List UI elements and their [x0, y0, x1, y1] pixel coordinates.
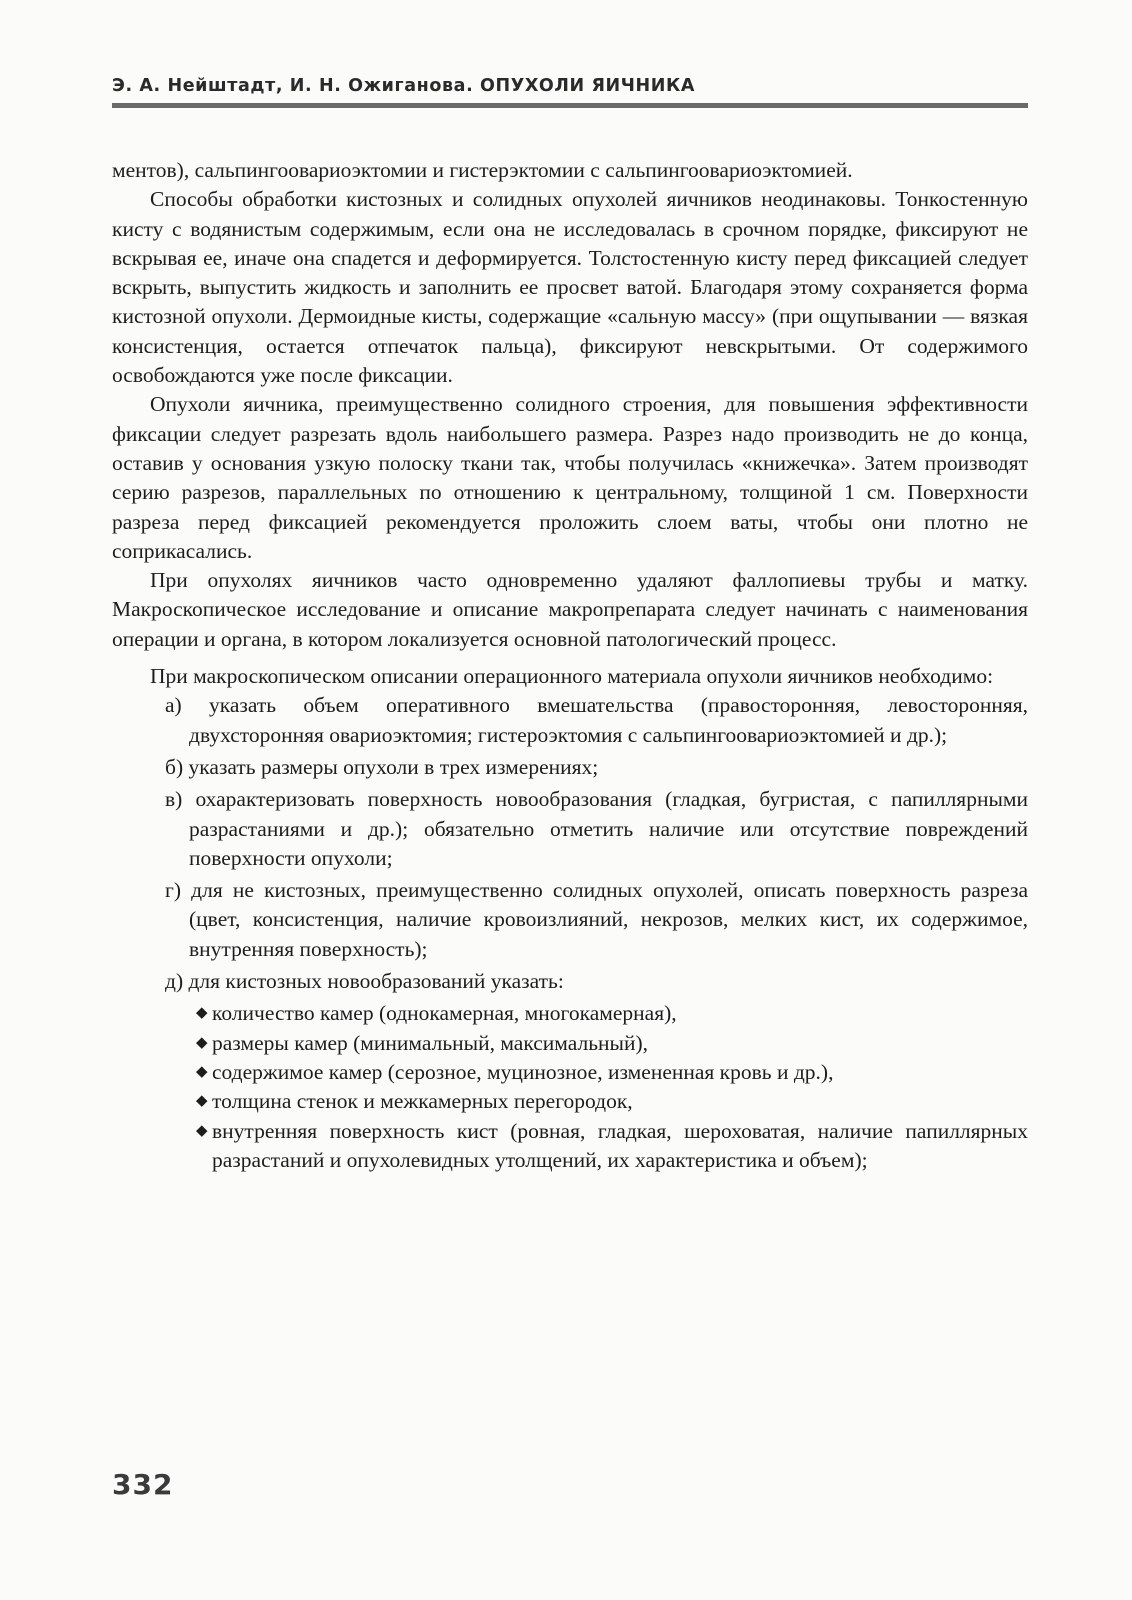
- list-item: [128, 876, 1028, 964]
- list-item-label: г): [165, 878, 181, 903]
- bullet-icon: ◆: [196, 1122, 208, 1139]
- running-header: Э. А. Нейштадт, И. Н. Ожиганова. ОПУХОЛИ ЯИЧНИКА: [112, 76, 696, 96]
- bullet-item: [112, 1117, 1028, 1176]
- bullet-icon: ◆: [196, 1093, 208, 1110]
- list-item: [128, 967, 1028, 996]
- paragraph-continuation: ментов), сальпингоовариоэктомии и гистерэктомии с сальпингоовариоэктомией.: [112, 158, 853, 182]
- bullet-text: количество камер (однокамерная, многокамерная),: [212, 1001, 677, 1026]
- list-item-text: указать размеры опухоли в трех измерениях;: [188, 754, 599, 779]
- paragraph-solid-tumors: Опухоли яичника, преимущественно солидного строения, для повышения эффективности фиксации следует разрезать вдоль наибольшего размера. Разрез надо производить не до конца, оставив у основания узкую полоску ткани так, чтобы получилась «книжечка». Затем производят серию разрезов, параллельных по отношению к центральному, толщиной 1 см. Поверхности разреза перед фиксацией рекомендуется проложить слоем ваты, чтобы они плотно не соприкасались.: [112, 392, 1028, 563]
- page-body: [112, 156, 1028, 1175]
- list-item: [128, 691, 1028, 750]
- paragraph-removal: При опухолях яичников часто одновременно удаляют фаллопиевы трубы и матку. Макроскопическое исследование и описание макропрепарата следует начинать с наименования операции и органа, в котором локализуется основной патологический процесс.: [112, 568, 1028, 651]
- book-page: [112, 0, 1028, 1600]
- paragraph-cyst-processing: Способы обработки кистозных и солидных опухолей яичников неодинаковы. Тонкостенную кисту с водянистым содержимым, если она не исследовалась в срочном порядке, фиксируют не вскрывая ее, иначе она спадется и деформируется. Толстостенную кисту перед фиксацией следует вскрыть, выпустить жидкость и заполнить ее просвет ватой. Благодаря этому сохраняется форма кистозной опухоли. Дермоидные кисты, содержащие «сальную массу» (при ощупывании — вязкая консистенция, остается отпечаток пальца), фиксируют невскрытыми. От содержимого освобождаются уже после фиксации.: [112, 187, 1028, 388]
- list-item-label: в): [165, 787, 183, 812]
- bullet-text: содержимое камер (серозное, муцинозное, измененная кровь и др.),: [212, 1059, 834, 1084]
- bullet-text: размеры камер (минимальный, максимальный),: [212, 1030, 649, 1055]
- bullet-icon: ◆: [196, 1063, 208, 1080]
- bullet-item: [112, 1058, 1028, 1087]
- list-item-label: б): [165, 754, 184, 779]
- bullet-text: внутренняя поверхность кист (ровная, гладкая, шероховатая, наличие папиллярных разрастаний и опухолевидных утолщений, их характеристика и объем);: [212, 1118, 1028, 1172]
- cystic-bullet-list: [112, 999, 1028, 1175]
- list-item-text: для кистозных новообразований указать:: [188, 969, 564, 994]
- list-item-text: указать объем оперативного вмешательства (правосторонняя, левосторонняя, двухсторонняя овариоэктомия; гистероэктомия с сальпингоовариоэктомией и др.);: [189, 693, 1029, 747]
- description-list: [112, 691, 1028, 996]
- list-item: [128, 753, 1028, 782]
- bullet-item: [112, 1029, 1028, 1058]
- list-item-label: а): [165, 693, 182, 718]
- bullet-item: [112, 1087, 1028, 1116]
- bullet-text: толщина стенок и межкамерных перегородок,: [212, 1089, 633, 1114]
- bullet-item: [112, 999, 1028, 1028]
- list-item-label: д): [165, 969, 184, 994]
- page-number: 332: [112, 1468, 174, 1501]
- paragraph-description-intro: При макроскопическом описании операционного материала опухоли яичников необходимо:: [150, 664, 994, 689]
- bullet-icon: ◆: [196, 1034, 208, 1051]
- list-item-text: охарактеризовать поверхность новообразования (гладкая, бугристая, с папиллярными разрастаниями и др.); обязательно отметить наличие или отсутствие повреждений поверхности опухоли;: [189, 787, 1029, 870]
- list-item: [128, 785, 1028, 873]
- header-rule: [112, 103, 1028, 108]
- bullet-icon: ◆: [196, 1005, 208, 1022]
- list-item-text: для не кистозных, преимущественно солидных опухолей, описать поверхность разреза (цвет, консистенция, наличие кровоизлияний, некрозов, мелких кист, их содержимое, внутренняя поверхность);: [189, 878, 1028, 961]
